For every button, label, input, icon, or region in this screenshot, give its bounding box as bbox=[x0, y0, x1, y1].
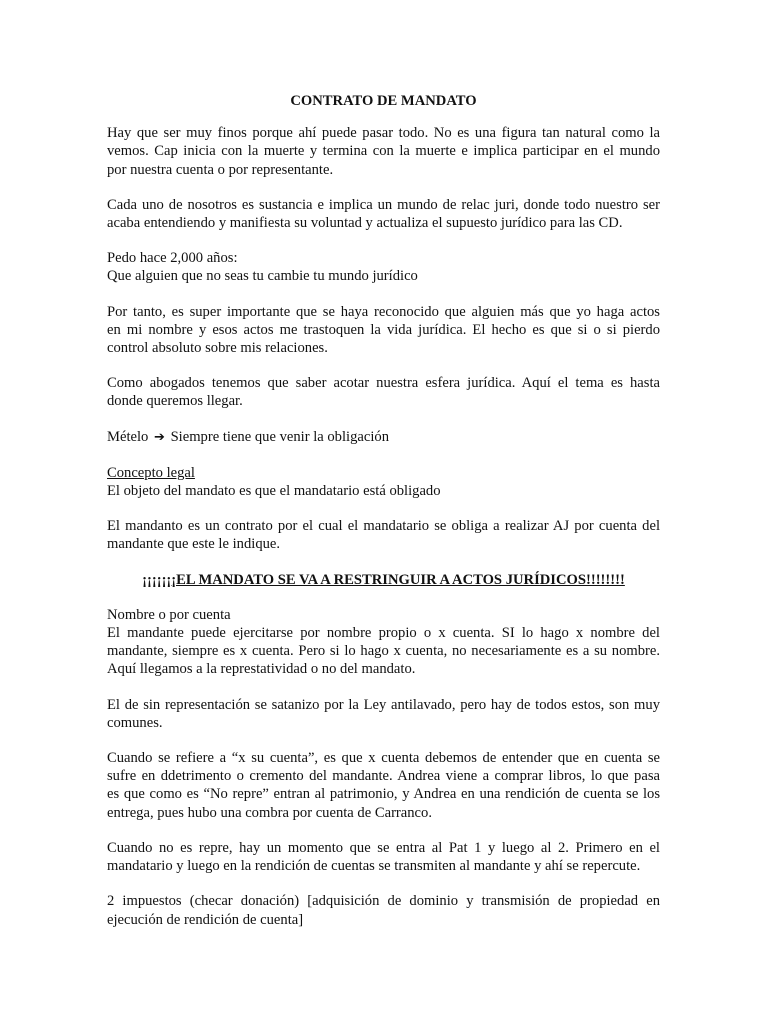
text-line: es que como es “No repre” entran al patrimonio, y Andrea en una rendición de cuenta se los bbox=[107, 786, 660, 803]
text-line: por nuestra cuenta o por representante. bbox=[107, 161, 334, 178]
paragraph-abogados bbox=[107, 374, 660, 410]
paragraph-mandanto bbox=[107, 517, 660, 553]
text-line: donde queremos llegar. bbox=[107, 393, 243, 410]
text-line: El mandante puede ejercitarse por nombre propio o x cuenta. SI lo hago x nombre del bbox=[107, 625, 660, 642]
text-line: mandante que este le indique. bbox=[107, 536, 281, 553]
text-line: El de sin representación se satanizo por la Ley antilavado, pero hay de todos estos, son muy bbox=[107, 696, 660, 713]
text-line: Aquí llegamos a la represtatividad o no del mandato. bbox=[107, 661, 416, 678]
text-line: entrega, pues hubo una combra por cuenta de Carranco. bbox=[107, 804, 432, 821]
paragraph-sustancia bbox=[107, 196, 660, 232]
text-line: mandante, siempre es x cuenta. Pero si lo hago x cuenta, no necesariamente es a su nombre. bbox=[107, 643, 660, 660]
text-line: Pedo hace 2,000 años: bbox=[107, 250, 238, 267]
paragraph-concepto-legal bbox=[107, 464, 660, 500]
text-line: Que alguien que no seas tu cambie tu mundo jurídico bbox=[107, 268, 418, 285]
text-line: El objeto del mandato es que el mandatario está obligado bbox=[107, 483, 441, 500]
paragraph-metelo bbox=[107, 428, 660, 447]
paragraph-no-repre bbox=[107, 839, 660, 875]
metelo-text: Mételo bbox=[107, 428, 149, 445]
text-line: comunes. bbox=[107, 714, 163, 731]
text-line: Hay que ser muy finos porque ahí puede pasar todo. No es una figura tan natural como la bbox=[107, 125, 660, 142]
text-line: Por tanto, es super importante que se haya reconocido que alguien más que yo haga actos bbox=[107, 303, 660, 320]
metelo-rest: Siempre tiene que venir la obligación bbox=[170, 428, 389, 445]
text-line: vemos. Cap inicia con la muerte y termina con la muerte e implica participar en el mundo bbox=[107, 143, 660, 160]
text-line: El mandanto es un contrato por el cual el mandatario se obliga a realizar AJ por cuenta del bbox=[107, 518, 660, 535]
document-title: CONTRATO DE MANDATO bbox=[290, 93, 477, 109]
text-line: acaba entendiendo y manifiesta su voluntad y actualiza el supuesto jurídico para las CD. bbox=[107, 215, 623, 232]
paragraph-intro bbox=[107, 124, 660, 179]
text-line: Nombre o por cuenta bbox=[107, 606, 231, 623]
paragraph-su-cuenta bbox=[107, 749, 660, 822]
text-line: Cuando no es repre, hay un momento que se entra al Pat 1 y luego al 2. Primero en el bbox=[107, 839, 660, 856]
text-line: en mi nombre y esos actos me trastoquen la vida jurídica. El hecho es que si o si pierdo bbox=[107, 321, 660, 338]
text-line: sufre en ddetrimento o cremento del mandante. Andrea viene a comprar libros, lo que pasa bbox=[107, 768, 660, 785]
text-line: mandatario y luego en la rendición de cuentas se transmiten al mandante y ahí se repercute. bbox=[107, 858, 641, 875]
text-line: ejecución de rendición de cuenta] bbox=[107, 911, 304, 928]
text-line: control absoluto sobre mis relaciones. bbox=[107, 340, 328, 357]
text-line: Cuando se refiere a “x su cuenta”, es que x cuenta debemos de entender que en cuenta se bbox=[107, 750, 660, 767]
section-heading: Concepto legal bbox=[107, 464, 195, 481]
paragraph-sin-representacion bbox=[107, 696, 660, 732]
text-line: 2 impuestos (checar donación) [adquisición de dominio y transmisión de propiedad en bbox=[107, 893, 660, 910]
text-line: Como abogados tenemos que saber acotar nuestra esfera jurídica. Aquí el tema es hasta bbox=[107, 375, 660, 392]
paragraph-nombre-cuenta bbox=[107, 606, 660, 679]
paragraph-por-tanto bbox=[107, 303, 660, 358]
text-line: Cada uno de nosotros es sustancia e implica un mundo de relac juri, donde todo nuestro ser bbox=[107, 196, 660, 213]
paragraph-impuestos bbox=[107, 892, 660, 928]
paragraph-pedo bbox=[107, 249, 660, 285]
emphasis-heading: ¡¡¡¡¡¡¡EL MANDATO SE VA A RESTRINGUIR A ACTOS JURÍDICOS!!!!!!!! bbox=[142, 571, 625, 588]
document-page bbox=[107, 92, 660, 946]
right-arrow-icon: ➔ bbox=[154, 429, 165, 445]
